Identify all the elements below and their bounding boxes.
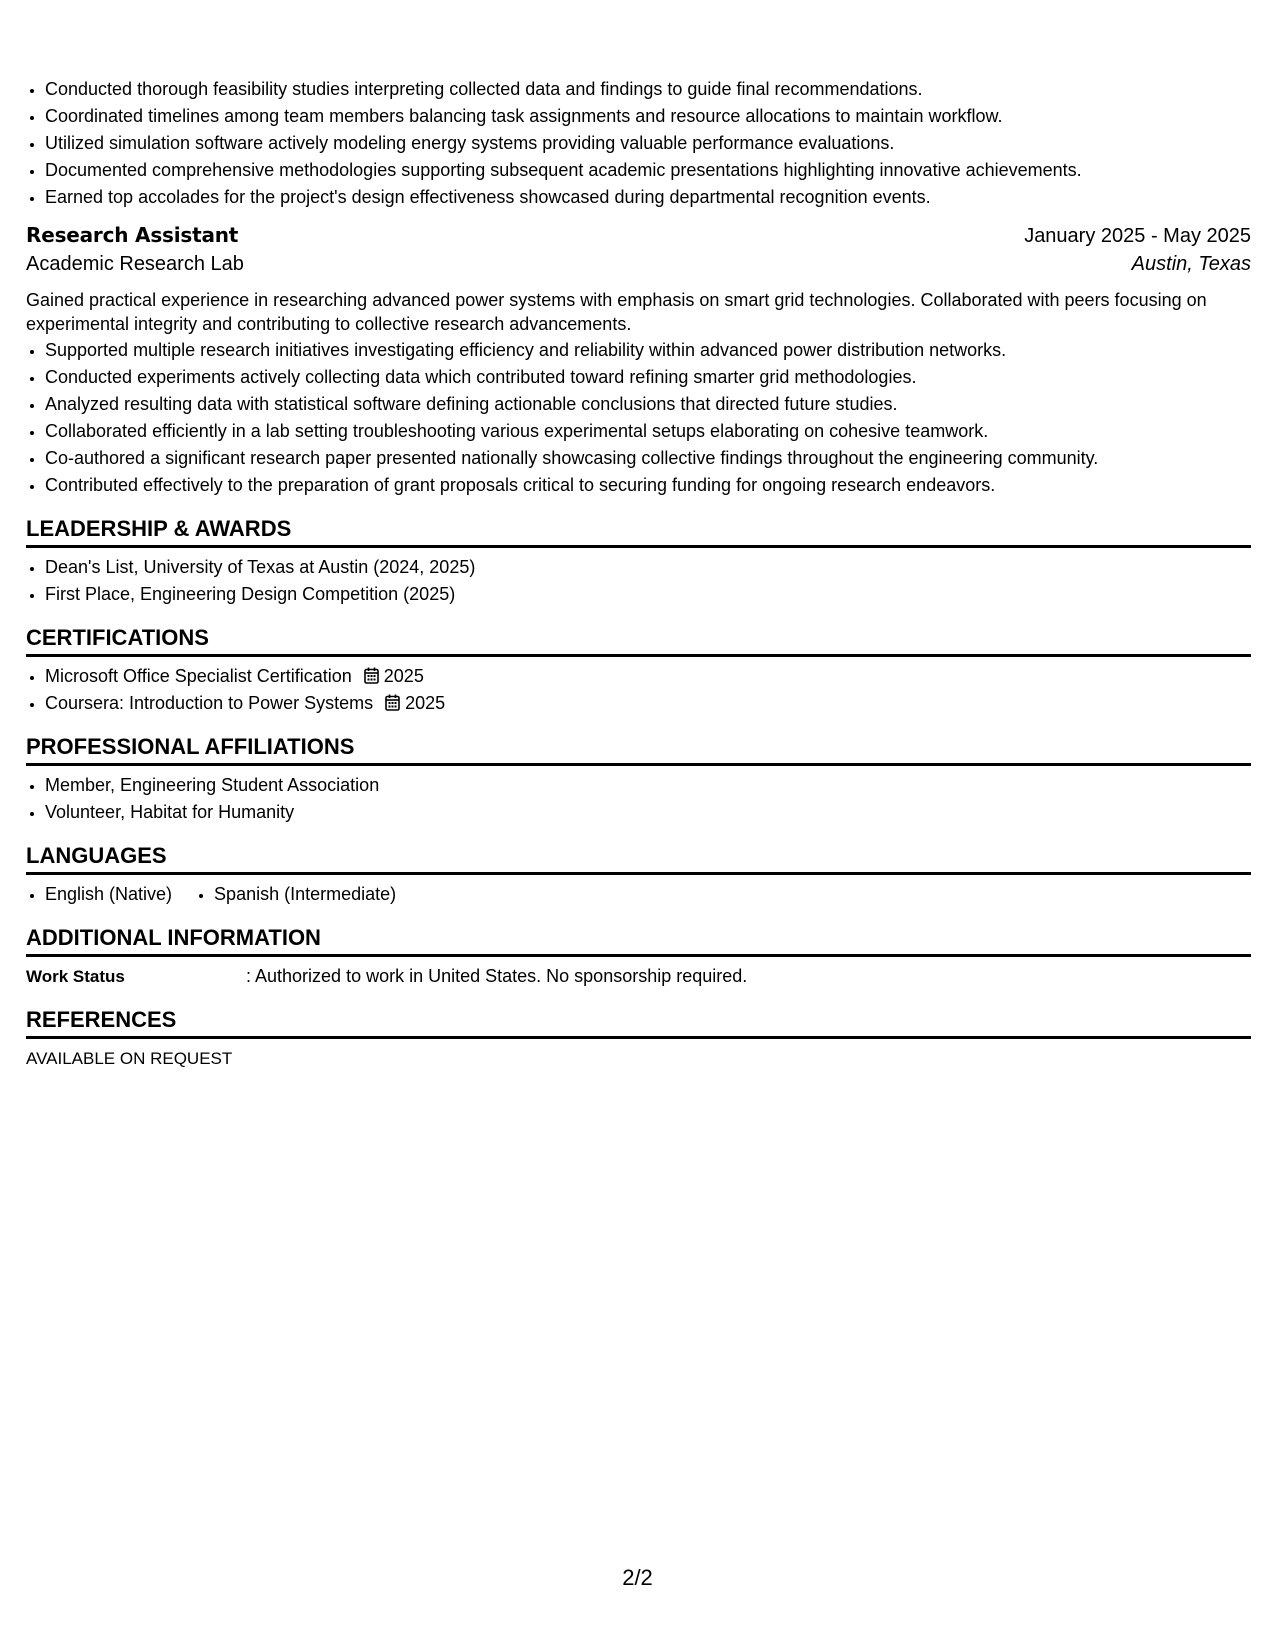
list-item: • First Place, Engineering Design Competition (2025) bbox=[45, 581, 1251, 608]
list-item bbox=[45, 690, 1251, 717]
job-title: Research Assistant bbox=[26, 223, 239, 247]
list-item: • Documented comprehensive methodologies supporting subsequent academic presentations highlighting innovative achievements. bbox=[45, 157, 1251, 184]
certification-year: 2025 bbox=[383, 666, 424, 686]
calendar-icon bbox=[385, 694, 400, 711]
list-item: • Earned top accolades for the project's design effectiveness showcased during departmental recognition events. bbox=[45, 184, 1251, 211]
language-item: • English (Native) bbox=[45, 881, 172, 908]
section-title: LANGUAGES bbox=[26, 842, 1251, 875]
references-section bbox=[26, 1006, 1251, 1072]
work-status-label: Work Status bbox=[26, 967, 125, 986]
list-item: • Volunteer, Habitat for Humanity bbox=[45, 799, 1251, 826]
language-item: • Spanish (Intermediate) bbox=[214, 881, 396, 908]
resume-content bbox=[26, 76, 1251, 1072]
job-organization: Academic Research Lab bbox=[26, 253, 244, 275]
references-text: AVAILABLE ON REQUEST bbox=[26, 1049, 233, 1068]
job-dates: January 2025 - May 2025 bbox=[1024, 225, 1251, 247]
page-number: 2/2 bbox=[622, 1565, 653, 1590]
list-item bbox=[45, 663, 1251, 690]
list-item: • Utilized simulation software actively modeling energy systems providing valuable performance evaluations. bbox=[45, 130, 1251, 157]
list-item: • Analyzed resulting data with statistical software defining actionable conclusions that directed future studies. bbox=[45, 391, 1251, 418]
list-item: • Dean's List, University of Texas at Austin (2024, 2025) bbox=[45, 554, 1251, 581]
previous-job-bullets bbox=[26, 76, 1251, 211]
list-item: • Supported multiple research initiatives investigating efficiency and reliability within advanced power distribution networks. bbox=[45, 337, 1251, 364]
list-item: • Co-authored a significant research paper presented nationally showcasing collective findings throughout the engineering community. bbox=[45, 445, 1251, 472]
certification-name: Coursera: Introduction to Power Systems bbox=[45, 693, 374, 713]
research-assistant-entry bbox=[26, 223, 1251, 499]
job-bullets bbox=[26, 337, 1251, 499]
section-title: PROFESSIONAL AFFILIATIONS bbox=[26, 733, 1251, 766]
list-item: • Coordinated timelines among team members balancing task assignments and resource allocations to maintain workflow. bbox=[45, 103, 1251, 130]
certification-year: 2025 bbox=[405, 693, 446, 713]
list-item: • Member, Engineering Student Association bbox=[45, 772, 1251, 799]
list-item: • Conducted experiments actively collecting data which contributed toward refining smarter grid methodologies. bbox=[45, 364, 1251, 391]
calendar-icon bbox=[364, 667, 379, 684]
certification-name: Microsoft Office Specialist Certification bbox=[45, 666, 352, 686]
section-title: LEADERSHIP & AWARDS bbox=[26, 515, 1251, 548]
section-title: ADDITIONAL INFORMATION bbox=[26, 924, 1251, 957]
work-status-value: : Authorized to work in United States. No sponsorship required. bbox=[246, 966, 748, 986]
affiliations-section bbox=[26, 733, 1251, 826]
leadership-section bbox=[26, 515, 1251, 608]
section-title: REFERENCES bbox=[26, 1006, 1251, 1039]
job-location: Austin, Texas bbox=[1131, 253, 1251, 275]
list-item: • Contributed effectively to the preparation of grant proposals critical to securing funding for ongoing research endeavors. bbox=[45, 472, 1251, 499]
additional-info-section bbox=[26, 924, 1251, 990]
section-title: CERTIFICATIONS bbox=[26, 624, 1251, 657]
job-description: Gained practical experience in researching advanced power systems with emphasis on smart grid technologies. Collaborated with peers focusing on experimental integrity and contributing to collective research advancements. bbox=[26, 290, 1207, 334]
list-item: • Conducted thorough feasibility studies interpreting collected data and findings to guide final recommendations. bbox=[45, 76, 1251, 103]
list-item: • Collaborated efficiently in a lab setting troubleshooting various experimental setups elaborating on cohesive teamwork. bbox=[45, 418, 1251, 445]
certifications-section bbox=[26, 624, 1251, 717]
languages-section bbox=[26, 842, 1251, 908]
